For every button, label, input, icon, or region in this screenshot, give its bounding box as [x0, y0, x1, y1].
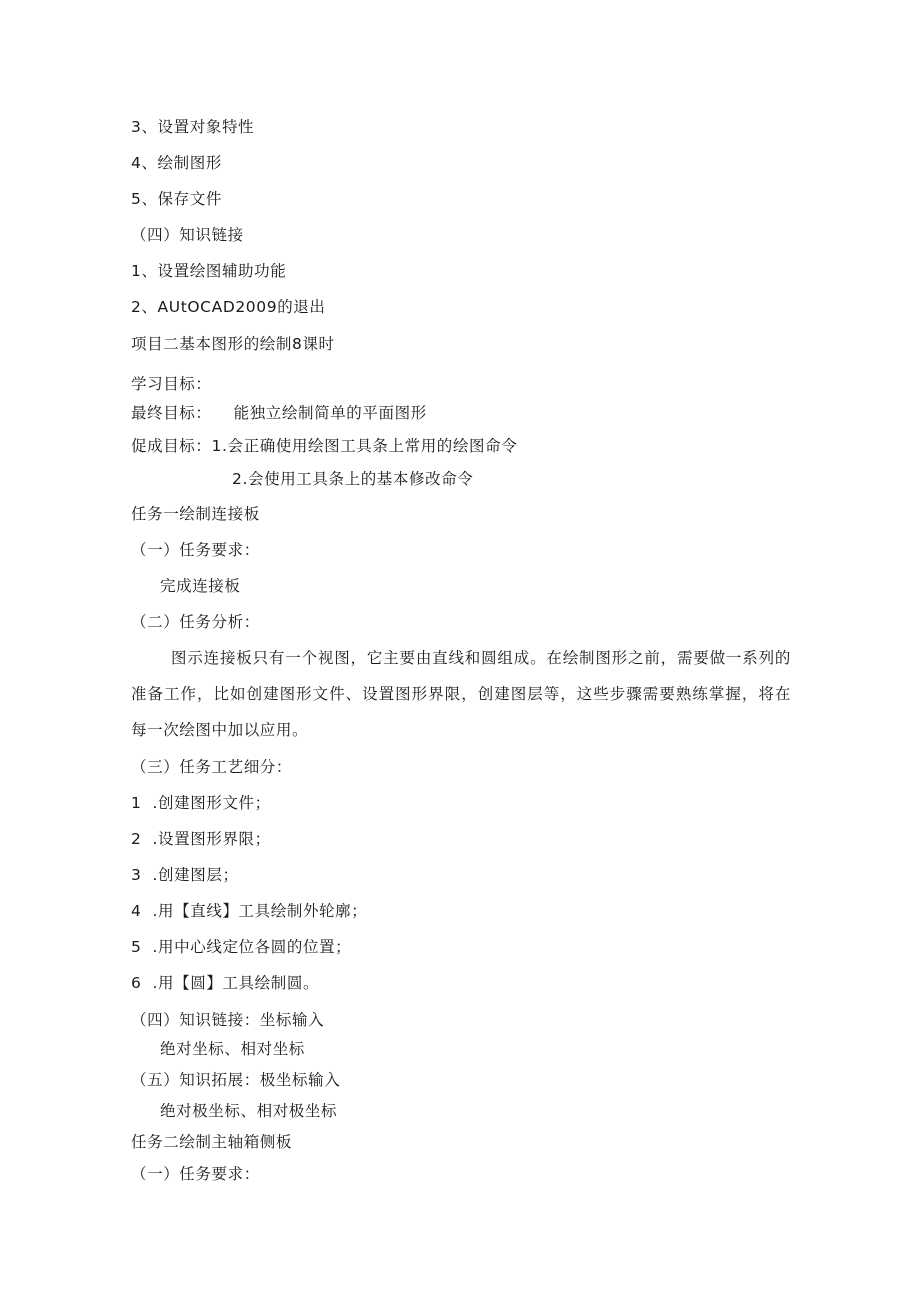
section-heading: （四）知识链接：坐标输入	[131, 1011, 325, 1029]
task-title: 任务二绘制主轴箱侧板	[131, 1133, 293, 1151]
task-analysis-paragraph: 图示连接板只有一个视图，它主要由直线和圆组成。在绘制图形之前，需要做一系列的准备工作，比如创建图形文件、设置图形界限，创建图层等，这些步骤需要熟练掌握，将在每一次绘图中加以应用。	[131, 649, 791, 739]
learning-goals-label: 学习目标：	[131, 375, 212, 393]
list-item: 2 .设置图形界限；	[131, 830, 271, 848]
list-item: 5 .用中心线定位各圆的位置；	[131, 938, 352, 956]
enabling-goal-1: 促成目标：1.会正确使用绘图工具条上常用的绘图命令	[131, 437, 518, 455]
list-item: 1、设置绘图辅助功能	[131, 262, 287, 280]
list-item: 2、AUtOCAD2009的退出	[131, 298, 326, 316]
task-title: 任务一绘制连接板	[131, 505, 260, 523]
section-heading: （四）知识链接	[131, 226, 244, 244]
list-item: 4、绘制图形	[131, 154, 222, 172]
section-heading: （五）知识拓展：极坐标输入	[131, 1071, 341, 1089]
list-item: 4 .用【直线】工具绘制外轮廓；	[131, 902, 368, 920]
body-text: 绝对极坐标、相对极坐标	[160, 1102, 338, 1120]
project-title: 项目二基本图形的绘制8课时	[131, 335, 335, 353]
list-item: 6 .用【圆】工具绘制圆。	[131, 974, 320, 992]
section-heading: （一）任务要求：	[131, 541, 260, 559]
section-heading: （一）任务要求：	[131, 1165, 260, 1183]
enabling-goal-2: 2.会使用工具条上的基本修改命令	[232, 470, 474, 488]
body-text: 绝对坐标、相对坐标	[160, 1040, 305, 1058]
section-heading: （二）任务分析：	[131, 613, 260, 631]
body-text: 完成连接板	[160, 577, 241, 595]
list-item: 3、设置对象特性	[131, 118, 255, 136]
section-heading: （三）任务工艺细分：	[131, 758, 293, 776]
final-goal: 最终目标： 能独立绘制简单的平面图形	[131, 404, 427, 422]
list-item: 5、保存文件	[131, 190, 222, 208]
list-item: 1 .创建图形文件；	[131, 794, 271, 812]
list-item: 3 .创建图层；	[131, 866, 239, 884]
